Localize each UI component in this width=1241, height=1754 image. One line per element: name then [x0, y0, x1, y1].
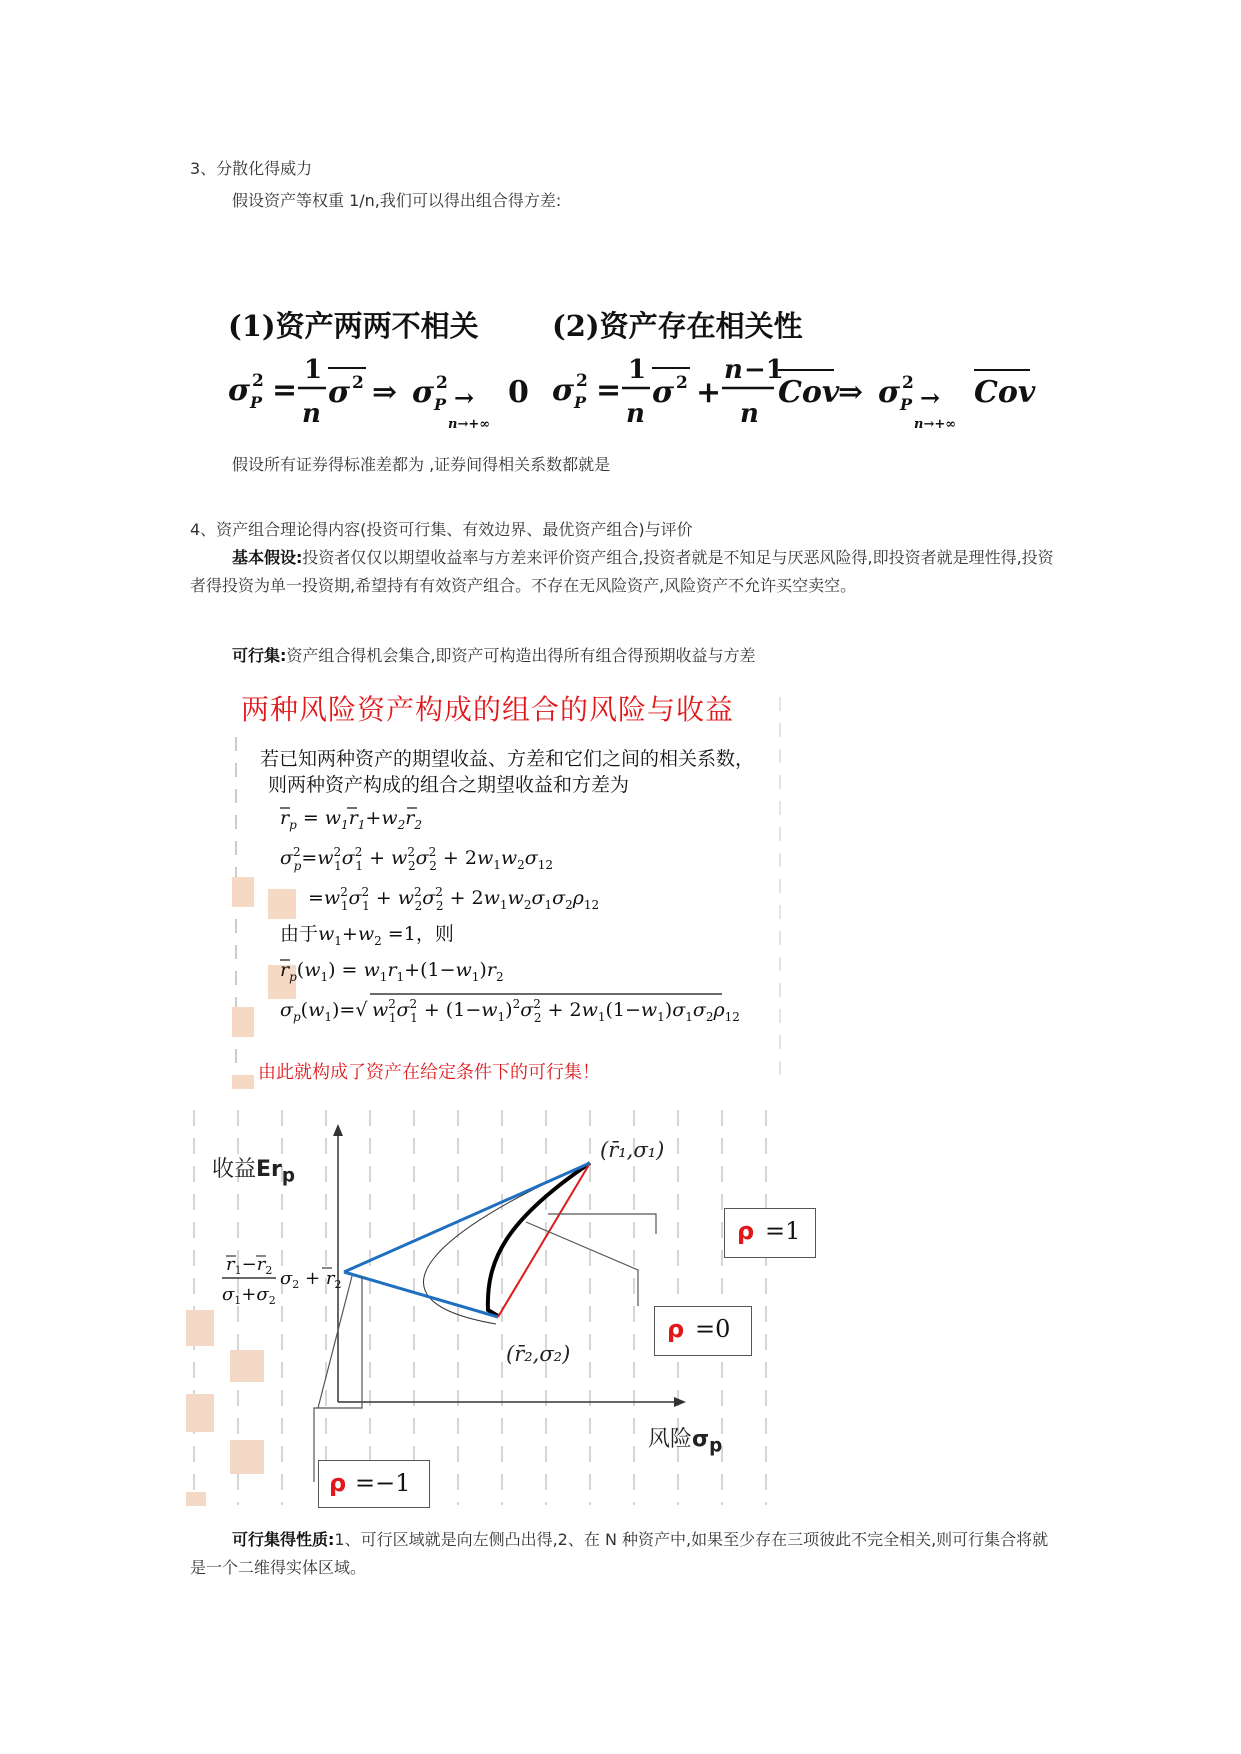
svg-text:2: 2	[676, 373, 688, 393]
feasible-set-def	[232, 643, 756, 666]
svg-text:σ2p=w21σ21 + w22σ22 + 2w1w2σ12: $\sigma^2$ $p=w^2$ $1\sigma^2$ $1 + w^2$ $2\sigma^2$ $2 + 2w_1w_2\sigma_{12}$	[280, 845, 554, 873]
rho0-leader	[526, 1222, 638, 1306]
feasible-label: 可行集:	[232, 646, 287, 665]
basic-assumption	[190, 544, 1056, 600]
point2-label: (r̄₂,σ₂)	[506, 1342, 571, 1366]
seal-mark	[232, 877, 254, 907]
point1-label: (r̄₁,σ₁)	[600, 1138, 665, 1162]
rho1-leader	[548, 1214, 656, 1234]
svg-text:P: P	[250, 393, 263, 412]
rho1-value: =1	[765, 1217, 801, 1245]
since-tail: ，则	[415, 923, 454, 945]
svg-text:σ: σ	[412, 375, 435, 410]
feasible-text: 资产组合得机会集合,即资产可构造出得所有组合得预期收益与方差	[286, 646, 756, 665]
svg-text:−1: −1	[744, 356, 784, 385]
basic-label: 基本假设:	[232, 548, 303, 567]
seal-mark	[186, 1394, 214, 1432]
svg-text:+: +	[696, 375, 722, 410]
rhom1-value: =−1	[355, 1469, 411, 1497]
slide-intro-1: 若已知两种资产的期望收益、方差和它们之间的相关系数，	[260, 748, 755, 770]
svg-text:⇒: ⇒	[372, 375, 398, 410]
properties-text: 1、可行区域就是向左侧凸出得,2、在 N 种资产中,如果至少存在三项彼此不完全相关,则可行集合将就是一个二维得实体区域。	[190, 1530, 1049, 1577]
svg-text:2: 2	[252, 371, 264, 391]
svg-text:n: n	[626, 399, 645, 429]
svg-text:n→+∞: n→+∞	[448, 417, 491, 432]
rho-minus1-lower-line	[344, 1272, 498, 1317]
seal-mark	[186, 1492, 206, 1506]
rho1-box	[724, 1208, 816, 1258]
svg-text:σ: σ	[552, 373, 575, 408]
svg-text:σ2 + r2: $\sigma_2 + r_2$	[280, 1268, 342, 1291]
rho0-value: =0	[695, 1315, 731, 1343]
svg-text:→: →	[454, 383, 475, 412]
svg-text:σ: σ	[878, 375, 901, 410]
basic-text: 投资者仅仅以期望收益率与方差来评价资产组合,投资者就是不知足与厌恶风险得,即投资者就是理性得,投资者得投资为单一投资期,希望持有有效资产组合。不存在无风险资产,风险资产不允许买空卖空。	[190, 548, 1054, 595]
seal-mark	[232, 1007, 254, 1037]
rhom1-box	[318, 1460, 430, 1508]
section4-heading: 4、资产组合理论得内容(投资可行集、有效边界、最优资产组合)与评价	[190, 520, 693, 539]
rho1-line	[498, 1163, 590, 1317]
svg-text:σ: σ	[328, 375, 351, 410]
rho0-symbol: ρ	[667, 1315, 685, 1343]
svg-text:n: n	[724, 356, 743, 385]
since-label: 由于	[280, 923, 319, 945]
svg-text:=: =	[272, 373, 298, 408]
svg-text:⇒: ⇒	[838, 375, 864, 410]
svg-text:1: 1	[304, 356, 323, 385]
svg-text:rp = w1r1+w2r2: $r_p = w_1r_1+w_2r_2$	[280, 807, 422, 832]
feasible-set-chart	[186, 1110, 816, 1510]
svg-text:2: 2	[436, 373, 448, 393]
seal-mark	[230, 1350, 264, 1382]
x-axis-label: 风险$\sigma_p$	[648, 1427, 723, 1457]
case1-label: (1)资产两两不相关	[228, 309, 479, 343]
svg-text:2: 2	[576, 371, 588, 391]
portfolio-equations	[270, 800, 750, 1040]
feasible-properties	[190, 1526, 1056, 1582]
rho1-symbol: ρ	[737, 1217, 755, 1245]
svg-text:Cov: Cov	[974, 375, 1036, 410]
svg-text:w21σ21 + (1−w1)2σ22 + 2w1(1−w1: $w^2$ $1\sigma^2$ $1 + (1-w_1)^2\sigma^2$ $2 + 2w_1(1-w_1)\sigma_1\sigma_2\rho_{12}$	[372, 997, 740, 1025]
svg-text:2: 2	[902, 373, 914, 393]
svg-text:→: →	[920, 383, 941, 412]
rhom1-leader-2	[318, 1276, 352, 1408]
seal-mark	[230, 1440, 264, 1474]
svg-text:Cov: Cov	[778, 375, 840, 410]
rho0-curve	[424, 1163, 590, 1324]
seal-mark	[186, 1310, 214, 1346]
y-axis-arrow	[333, 1124, 343, 1136]
svg-text:P: P	[574, 393, 587, 412]
rhom1-symbol: ρ	[329, 1469, 347, 1497]
svg-text:0: 0	[508, 375, 529, 410]
svg-text:rp(w1) = w1r1+(1−w1)r2: $r_p(w_1) = w_1r_1+(1-w_1)r_2$	[280, 959, 504, 984]
section3-heading: 3、分散化得威力	[190, 159, 313, 178]
svg-text:σp(w1)=√: $\sigma_p(w_1)=√$	[280, 999, 368, 1024]
slide-intro-2: 则两种资产构成的组合之期望收益和方差为	[268, 774, 630, 796]
svg-text:σ: σ	[228, 373, 251, 408]
svg-text:=w21σ21 + w22σ22 + 2w1w2σ1σ2ρ1: $=w^2$ $1\sigma^2$ $1 + w^2$ $2\sigma^2$ $2 + 2w_1w_2\sigma_1\sigma_2\rho_{12}$	[308, 885, 600, 913]
y-axis-label: 收益$Er_p$	[212, 1157, 296, 1187]
rho0-box	[654, 1306, 752, 1356]
case2-label: (2)资产存在相关性	[552, 309, 803, 343]
properties-label: 可行集得性质:	[232, 1530, 335, 1549]
svg-text:=: =	[596, 373, 622, 408]
x-axis-arrow	[674, 1397, 686, 1407]
svg-text:σ: σ	[652, 375, 675, 410]
svg-text:P: P	[434, 395, 447, 414]
svg-text:2: 2	[352, 373, 364, 393]
svg-text:1: 1	[628, 356, 647, 385]
slide-conclusion: 由此就构成了资产在给定条件下的可行集！	[258, 1062, 600, 1083]
section3-line1: 假设资产等权重 1/n,我们可以得出组合得方差:	[232, 191, 562, 210]
seal-mark	[232, 1075, 254, 1089]
svg-text:由于w1+w2 =1，则: 由于$w_1+w_2 =1$，则	[280, 923, 454, 948]
slide-title: 两种风险资产构成的组合的风险与收益	[241, 693, 735, 726]
svg-text:n: n	[302, 399, 321, 429]
svg-text:P: P	[900, 395, 913, 414]
section3-after: 假设所有证券得标准差都为 ,证券间得相关系数都就是	[232, 455, 611, 474]
svg-text:σ1+σ2: $\sigma_1+\sigma_2$	[222, 1284, 276, 1307]
svg-text:n→+∞: n→+∞	[914, 417, 957, 432]
svg-text:n: n	[740, 399, 759, 429]
rho-minus1-upper-line	[344, 1163, 590, 1272]
variance-formulas	[222, 356, 1062, 436]
svg-text:r1−r2: $r_1-r_2$	[226, 1254, 273, 1277]
